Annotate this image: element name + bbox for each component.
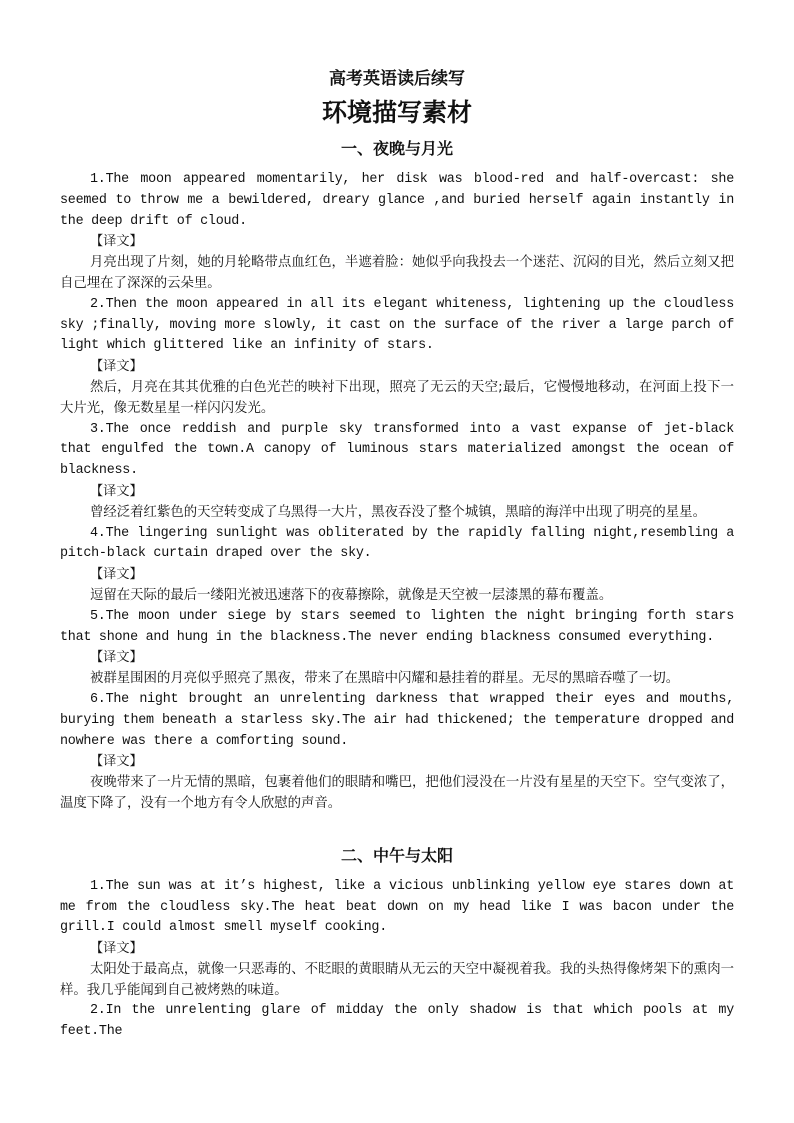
english-paragraph: 1.The sun was at it’s highest, like a vicious unblinking yellow eye stares down at me from the cloudless sky.The heat beat down on my head like I was bacon under the grill.I could almost smell myself cooking. xyxy=(60,878,734,936)
english-paragraph: 2.Then the moon appeared in all its elegant whiteness, lightening up the cloudless sky ;finally, moving more slowly, it cast on the surface of the river a large parch of light which glittered like an infinity of stars. xyxy=(60,296,734,354)
document-page xyxy=(60,66,734,1043)
chinese-translation: 太阳处于最高点，就像一只恶毒的、不眨眼的黄眼睛从无云的天空中凝视着我。我的头热得像烤架下的熏肉一样。我几乎能闻到自己被烤熟的味道。 xyxy=(60,961,734,998)
chinese-translation: 夜晚带来了一片无情的黑暗，包裹着他们的眼睛和嘴巴，把他们浸没在一片没有星星的天空下。空气变浓了，温度下降了，没有一个地方有令人欣慰的声音。 xyxy=(60,775,734,811)
english-paragraph: 2.In the unrelenting glare of midday the only shadow is that which pools at my feet.The xyxy=(60,1003,734,1040)
chinese-translation: 然后，月亮在其其优雅的白色光芒的映衬下出现，照亮了无云的天空;最后，它慢慢地移动，在河面上投下一大片光，像无数星星一样闪闪发光。 xyxy=(60,379,734,416)
english-paragraph: 6.The night brought an unrelenting darkness that wrapped their eyes and mouths, burying them beneath a starless sky.The air had thickened; the temperature dropped and nowhere was there a comforting sound. xyxy=(60,691,734,749)
chinese-translation: 逗留在天际的最后一缕阳光被迅速落下的夜幕擦除，就像是天空被一层漆黑的幕布覆盖。 xyxy=(90,587,613,603)
chinese-translation: 曾经泛着红紫色的天空转变成了乌黑得一大片，黑夜吞没了整个城镇，黑暗的海洋中出现了明亮的星星。 xyxy=(90,504,706,520)
section-heading-noon: 二、中午与太阳 xyxy=(340,845,453,865)
document-subtitle: 环境描写素材 xyxy=(321,98,472,127)
english-paragraph: 4.The lingering sunlight was obliterated by the rapidly falling night,resembling a pitch-black curtain draped over the sky. xyxy=(60,525,734,562)
chinese-translation: 月亮出现了片刻，她的月轮略带点血红色，半遮着脸：她似乎向我投去一个迷茫、沉闷的目光，然后立刻又把自己埋在了深深的云朵里。 xyxy=(60,255,734,291)
document-title: 高考英语读后续写 xyxy=(329,69,465,89)
english-paragraph: 5.The moon under siege by stars seemed to lighten the night bringing forth stars that shone and hung in the blackness.The never ending blackness consumed everything. xyxy=(60,608,734,645)
translation-label: 【译文】 xyxy=(90,567,143,583)
translation-label: 【译文】 xyxy=(90,941,143,957)
english-paragraph: 3.The once reddish and purple sky transformed into a vast expanse of jet-black that engulfed the town.A canopy of luminous stars materialized amongst the ocean of blackness. xyxy=(60,421,734,479)
translation-label: 【译文】 xyxy=(90,234,143,250)
translation-label: 【译文】 xyxy=(90,359,143,375)
translation-label: 【译文】 xyxy=(90,483,143,499)
translation-label: 【译文】 xyxy=(90,754,143,770)
translation-label: 【译文】 xyxy=(90,650,143,666)
section-heading-night: 一、夜晚与月光 xyxy=(340,139,453,158)
chinese-translation: 被群星围困的月亮似乎照亮了黑夜，带来了在黑暗中闪耀和悬挂着的群星。无尽的黑暗吞噬了一切。 xyxy=(90,671,680,687)
english-paragraph: 1.The moon appeared momentarily, her disk was blood-red and half-overcast: she seemed to throw me a bewildered, dreary glance ,and buried herself again instantly in the deep drift of cloud. xyxy=(60,172,734,229)
